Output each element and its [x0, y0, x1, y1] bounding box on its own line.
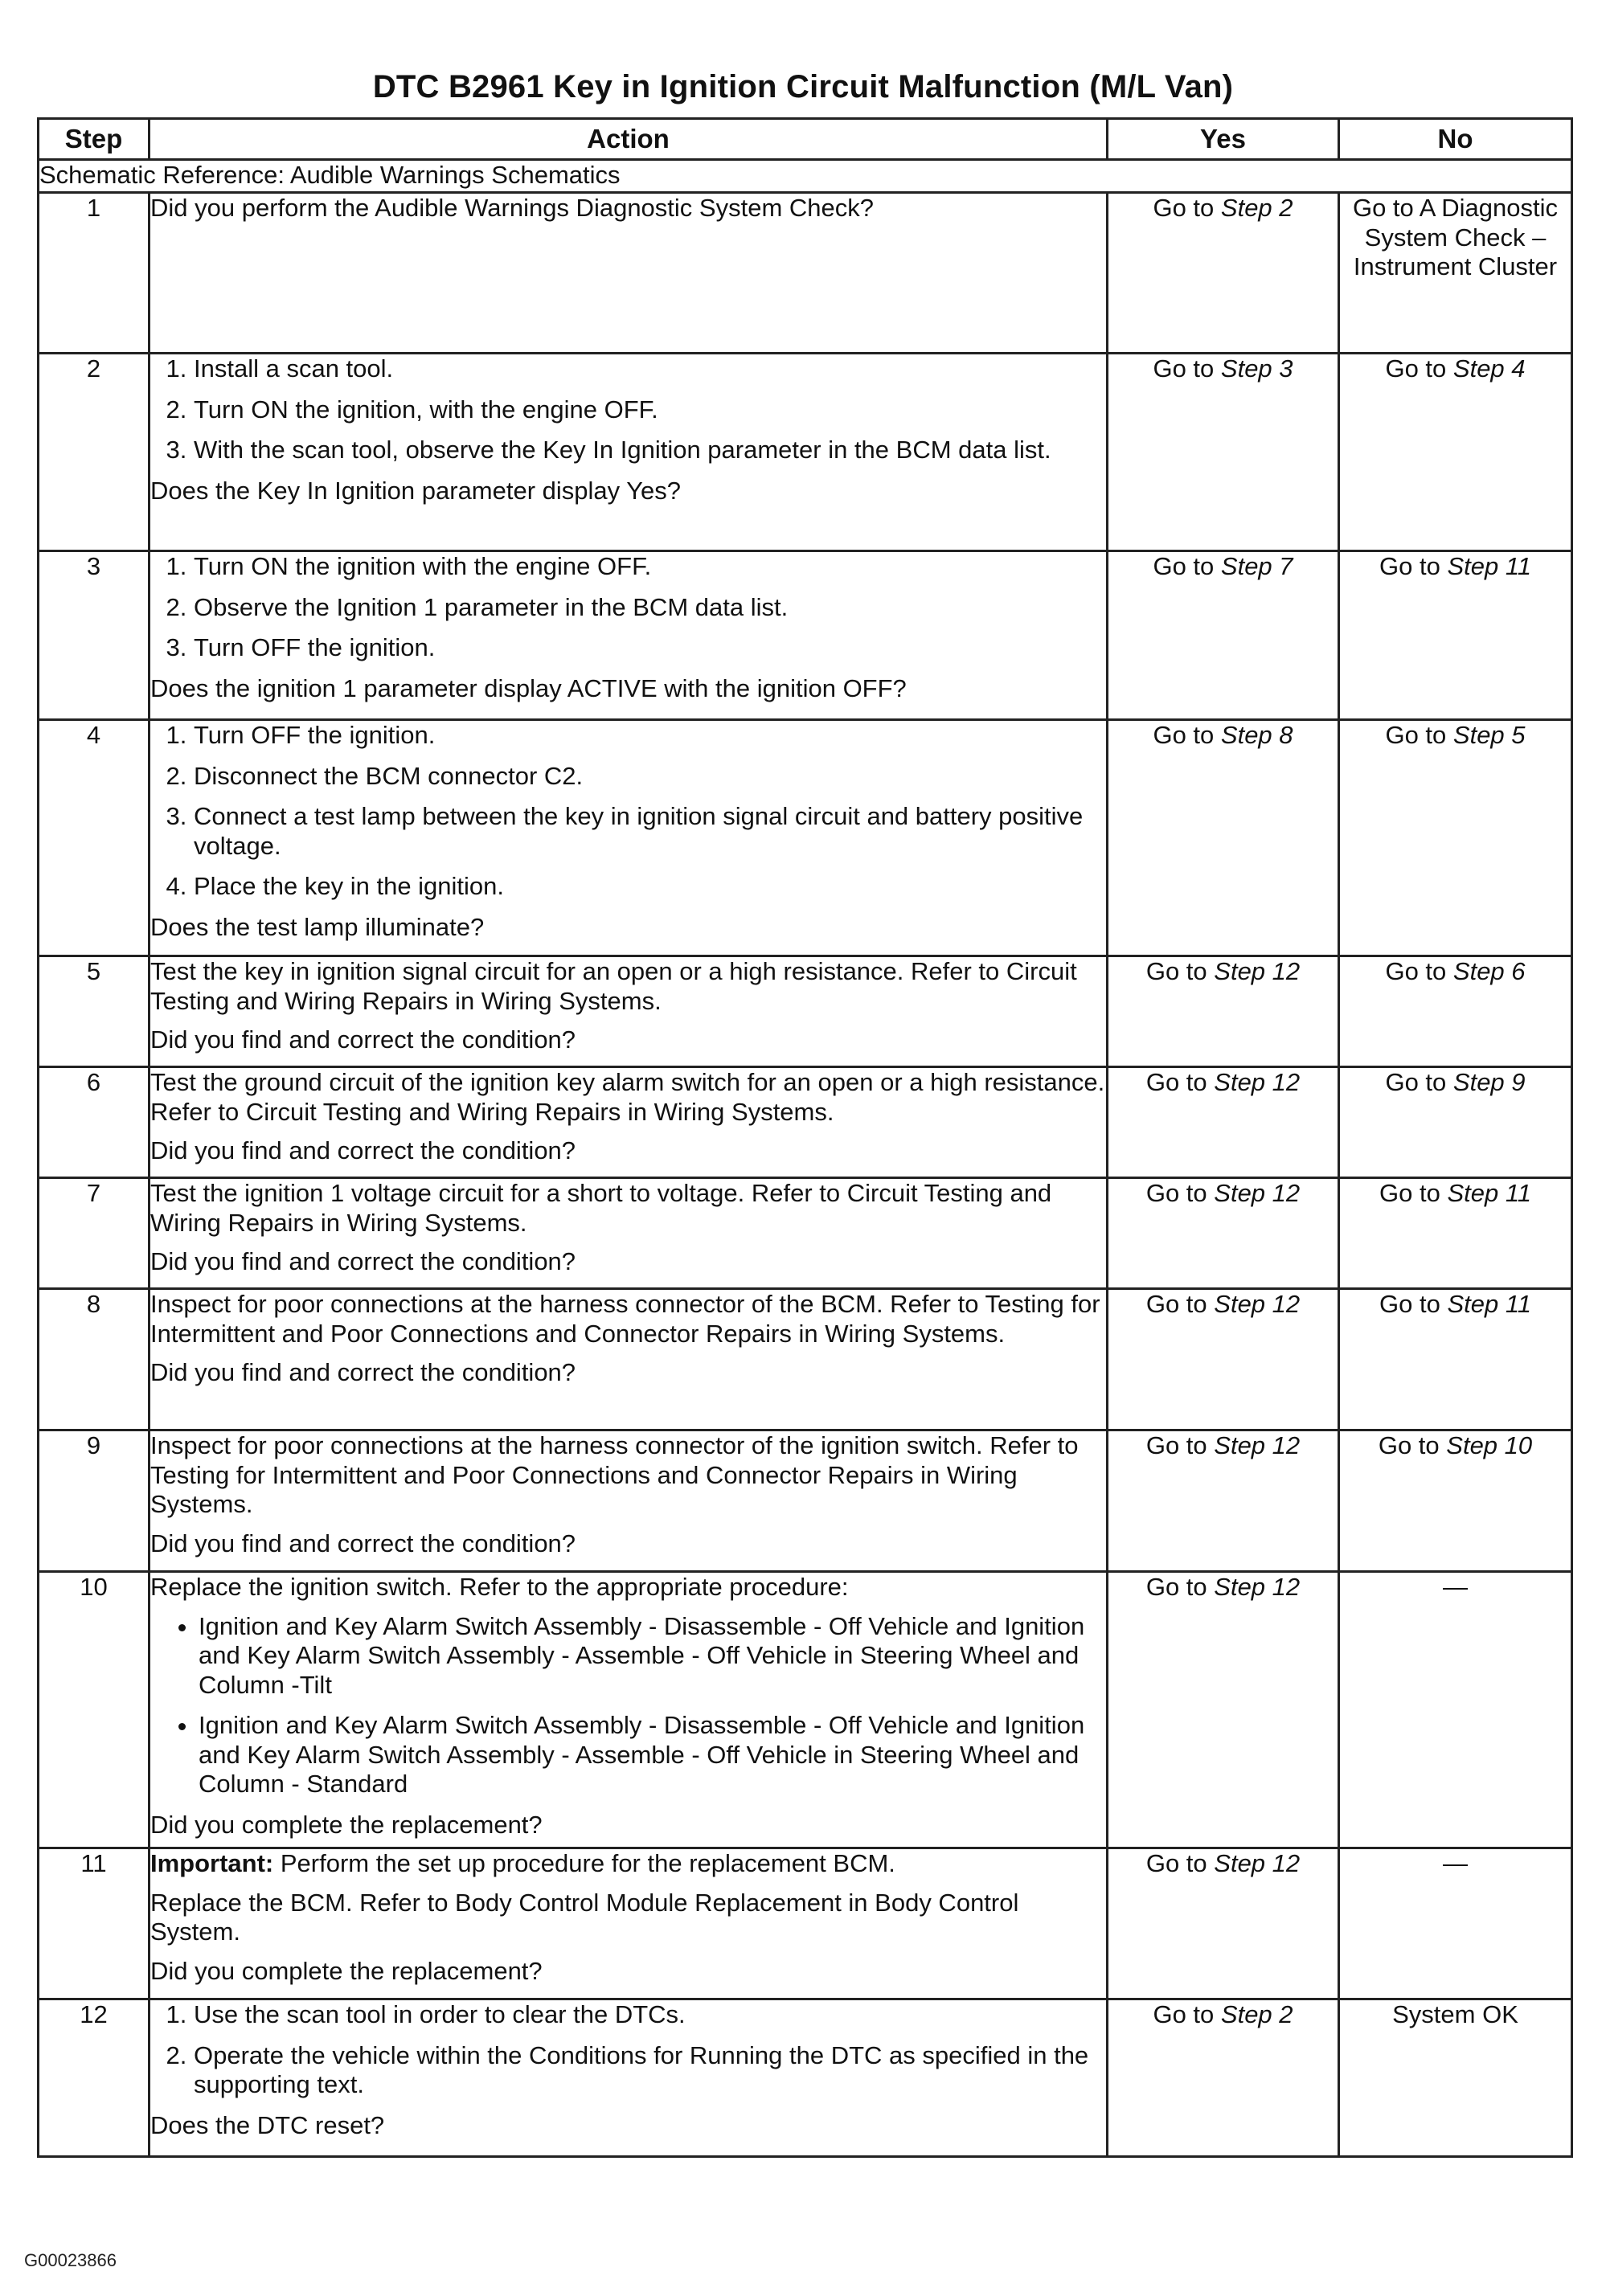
action-question: Did you find and correct the condition? — [150, 1247, 576, 1276]
column-header-yes: Yes — [1108, 119, 1339, 160]
go-to-label: Go to — [1378, 1431, 1440, 1459]
step-number: 9 — [39, 1430, 150, 1572]
action-cell — [150, 1178, 1108, 1289]
action-instruction: Replace the ignition switch. Refer to the appropriate procedure: — [150, 1573, 849, 1601]
action-question: Did you find and correct the condition? — [150, 1136, 576, 1165]
yes-cell — [1108, 1430, 1339, 1572]
no-cell — [1339, 1848, 1572, 1999]
action-cell — [150, 1848, 1108, 1999]
action-question: Does the DTC reset? — [150, 2110, 385, 2139]
substep-item: 2. Operate the vehicle within the Conditions for Running the DTC as specified in the supporting text. — [194, 2041, 1106, 2100]
go-to-label: Go to — [1379, 1179, 1440, 1207]
no-cell — [1339, 1572, 1572, 1848]
yes-cell — [1108, 551, 1339, 720]
yes-target-step: Step 8 — [1220, 721, 1293, 749]
substep-item: 3. Connect a test lamp between the key in ignition signal circuit and battery positive voltage. — [194, 802, 1106, 861]
substep-list — [150, 2000, 1106, 2100]
yes-cell — [1108, 1289, 1339, 1430]
action-question: Did you complete the replacement? — [150, 1811, 543, 1840]
page-title: DTC B2961 Key in Ignition Circuit Malfunction (M/L Van) — [372, 69, 1234, 104]
no-result: — — [1443, 1849, 1468, 1877]
yes-target-step: Step 12 — [1214, 1849, 1301, 1877]
no-target-step: Step 6 — [1452, 957, 1526, 985]
action-cell — [150, 1067, 1108, 1178]
table-row — [39, 1848, 1572, 1999]
action-cell — [150, 551, 1108, 720]
yes-cell — [1108, 956, 1339, 1067]
table-row — [39, 1430, 1572, 1572]
go-to-label: Go to — [1145, 1573, 1207, 1601]
table-row — [39, 1067, 1572, 1178]
yes-target-step: Step 2 — [1220, 194, 1293, 222]
action-question: Did you complete the replacement? — [150, 1956, 543, 1985]
table-row — [39, 1289, 1572, 1430]
table-row — [39, 1999, 1572, 2157]
table-header-row — [39, 119, 1572, 160]
no-cell — [1339, 1999, 1572, 2157]
substep-item: 1. Use the scan tool in order to clear the DTCs. — [194, 2000, 1106, 2030]
figure-id: G00023866 — [24, 2250, 117, 2270]
action-cell — [150, 1999, 1108, 2157]
substep-list — [150, 721, 1106, 902]
substep-item: 2. Observe the Ignition 1 parameter in the BCM data list. — [194, 593, 1106, 623]
go-to-label: Go to — [1385, 1068, 1447, 1096]
yes-cell — [1108, 193, 1339, 354]
no-result: System OK — [1392, 2000, 1518, 2028]
table-row — [39, 956, 1572, 1067]
step-number: 1 — [39, 193, 150, 354]
action-cell — [150, 1430, 1108, 1572]
diagnostic-table — [37, 117, 1573, 2158]
yes-target-step: Step 12 — [1214, 1573, 1301, 1601]
action-cell — [150, 354, 1108, 551]
go-to-label: Go to — [1145, 1068, 1207, 1096]
yes-target-step: Step 12 — [1214, 1431, 1301, 1459]
step-number: 7 — [39, 1178, 150, 1289]
step-number: 2 — [39, 354, 150, 551]
column-header-action: Action — [150, 119, 1108, 160]
no-cell — [1339, 551, 1572, 720]
action-question: Does the ignition 1 parameter display ACTIVE with the ignition OFF? — [150, 673, 907, 702]
no-target-step: Step 11 — [1447, 552, 1532, 580]
yes-target-step: Step 12 — [1214, 1068, 1301, 1096]
yes-target-step: Step 12 — [1214, 1290, 1301, 1318]
action-instruction: Did you perform the Audible Warnings Diagnostic System Check? — [150, 194, 874, 222]
procedure-item: • Ignition and Key Alarm Switch Assembly - Disassemble - Off Vehicle and Ignition and Key Alarm Switch Assembly - Assemble - Off Vehicle in Steering Wheel and Column - Standard — [199, 1711, 1106, 1799]
action-question: Did you find and correct the condition? — [150, 1358, 576, 1387]
no-target-step: Step 10 — [1446, 1431, 1533, 1459]
no-cell — [1339, 720, 1572, 956]
no-result: — — [1443, 1573, 1468, 1601]
substep-item: 2. Disconnect the BCM connector C2. — [194, 762, 1106, 792]
action-cell — [150, 1289, 1108, 1430]
substep-item: 3. With the scan tool, observe the Key In Ignition parameter in the BCM data list. — [194, 436, 1106, 465]
no-target-step: Step 9 — [1452, 1068, 1526, 1096]
procedure-item: • Ignition and Key Alarm Switch Assembly - Disassemble - Off Vehicle and Ignition and Key Alarm Switch Assembly - Assemble - Off Vehicle in Steering Wheel and Column -Tilt — [199, 1612, 1106, 1701]
substep-item: 1. Install a scan tool. — [194, 354, 1106, 384]
yes-cell — [1108, 1999, 1339, 2157]
action-instruction: Test the ground circuit of the ignition key alarm switch for an open or a high resistance. Refer to Circuit Testing and Wiring Repairs in Wiring Systems. — [150, 1068, 1105, 1126]
column-header-step: Step — [39, 119, 150, 160]
go-to-label: Go to — [1145, 1849, 1207, 1877]
go-to-label: Go to — [1385, 957, 1447, 985]
no-cell — [1339, 193, 1572, 354]
yes-cell — [1108, 1848, 1339, 1999]
table-row — [39, 1178, 1572, 1289]
table-row — [39, 354, 1572, 551]
column-header-no: No — [1339, 119, 1572, 160]
action-question: Did you find and correct the condition? — [150, 1025, 576, 1054]
action-instruction: Test the key in ignition signal circuit for an open or a high resistance. Refer to Circuit Testing and Wiring Repairs in Wiring Systems. — [150, 957, 1077, 1015]
action-instruction: Replace the BCM. Refer to Body Control Module Replacement in Body Control System. — [150, 1888, 1019, 1946]
go-to-label: Go to — [1145, 1431, 1207, 1459]
schematic-reference: Schematic Reference: Audible Warnings Schematics — [39, 160, 1572, 193]
no-target-step: Step 11 — [1447, 1179, 1532, 1207]
action-cell — [150, 720, 1108, 956]
go-to-label: Go to — [1153, 354, 1215, 383]
substep-item: 2. Turn ON the ignition, with the engine OFF. — [194, 395, 1106, 425]
no-target-step: Step 4 — [1452, 354, 1526, 383]
step-number: 11 — [39, 1848, 150, 1999]
action-instruction: Inspect for poor connections at the harness connector of the ignition switch. Refer to Testing for Intermittent and Poor Connections and Connector Repairs in Wiring Systems. — [150, 1431, 1079, 1519]
go-to-label: Go to — [1153, 552, 1215, 580]
table-row — [39, 720, 1572, 956]
schematic-reference-row — [39, 160, 1572, 193]
yes-target-step: Step 12 — [1214, 957, 1301, 985]
table-row — [39, 551, 1572, 720]
substep-item: 4. Place the key in the ignition. — [194, 872, 1106, 902]
step-number: 3 — [39, 551, 150, 720]
no-result: Go to A Diagnostic System Check – Instrument Cluster — [1352, 194, 1559, 281]
substep-list — [150, 354, 1106, 465]
substep-item: 1. Turn ON the ignition with the engine OFF. — [194, 552, 1106, 582]
yes-target-step: Step 3 — [1220, 354, 1293, 383]
action-cell — [150, 193, 1108, 354]
substep-list — [150, 552, 1106, 663]
important-label: Important: — [150, 1849, 274, 1877]
no-target-step: Step 5 — [1452, 721, 1526, 749]
no-cell — [1339, 1289, 1572, 1430]
go-to-label: Go to — [1379, 1290, 1440, 1318]
step-number: 4 — [39, 720, 150, 956]
step-number: 10 — [39, 1572, 150, 1848]
step-number: 6 — [39, 1067, 150, 1178]
action-cell — [150, 956, 1108, 1067]
important-note — [150, 1849, 1106, 1879]
go-to-label: Go to — [1145, 957, 1207, 985]
yes-cell — [1108, 1067, 1339, 1178]
go-to-label: Go to — [1153, 721, 1215, 749]
action-question: Does the test lamp illuminate? — [150, 912, 485, 941]
go-to-label: Go to — [1385, 721, 1447, 749]
no-cell — [1339, 354, 1572, 551]
step-number: 8 — [39, 1289, 150, 1430]
go-to-label: Go to — [1385, 354, 1447, 383]
yes-cell — [1108, 720, 1339, 956]
table-row — [39, 1572, 1572, 1848]
important-text: Perform the set up procedure for the replacement BCM. — [273, 1849, 895, 1877]
table-row — [39, 193, 1572, 354]
action-instruction: Test the ignition 1 voltage circuit for a short to voltage. Refer to Circuit Testing and Wiring Repairs in Wiring Systems. — [150, 1179, 1052, 1237]
no-cell — [1339, 956, 1572, 1067]
substep-item: 1. Turn OFF the ignition. — [194, 721, 1106, 751]
yes-cell — [1108, 354, 1339, 551]
yes-target-step: Step 2 — [1220, 2000, 1293, 2028]
yes-cell — [1108, 1572, 1339, 1848]
go-to-label: Go to — [1153, 194, 1215, 222]
yes-target-step: Step 7 — [1220, 552, 1293, 580]
substep-item: 3. Turn OFF the ignition. — [194, 633, 1106, 663]
go-to-label: Go to — [1145, 1179, 1207, 1207]
action-instruction: Inspect for poor connections at the harness connector of the BCM. Refer to Testing for Intermittent and Poor Connections and Connector Repairs in Wiring Systems. — [150, 1290, 1100, 1348]
no-cell — [1339, 1430, 1572, 1572]
step-number: 12 — [39, 1999, 150, 2157]
no-cell — [1339, 1178, 1572, 1289]
procedure-list — [150, 1612, 1106, 1799]
go-to-label: Go to — [1153, 2000, 1215, 2028]
go-to-label: Go to — [1379, 552, 1440, 580]
action-question: Does the Key In Ignition parameter display Yes? — [150, 476, 682, 505]
no-cell — [1339, 1067, 1572, 1178]
action-question: Did you find and correct the condition? — [150, 1529, 576, 1557]
no-target-step: Step 11 — [1447, 1290, 1532, 1318]
step-number: 5 — [39, 956, 150, 1067]
go-to-label: Go to — [1145, 1290, 1207, 1318]
action-cell — [150, 1572, 1108, 1848]
yes-target-step: Step 12 — [1214, 1179, 1301, 1207]
yes-cell — [1108, 1178, 1339, 1289]
